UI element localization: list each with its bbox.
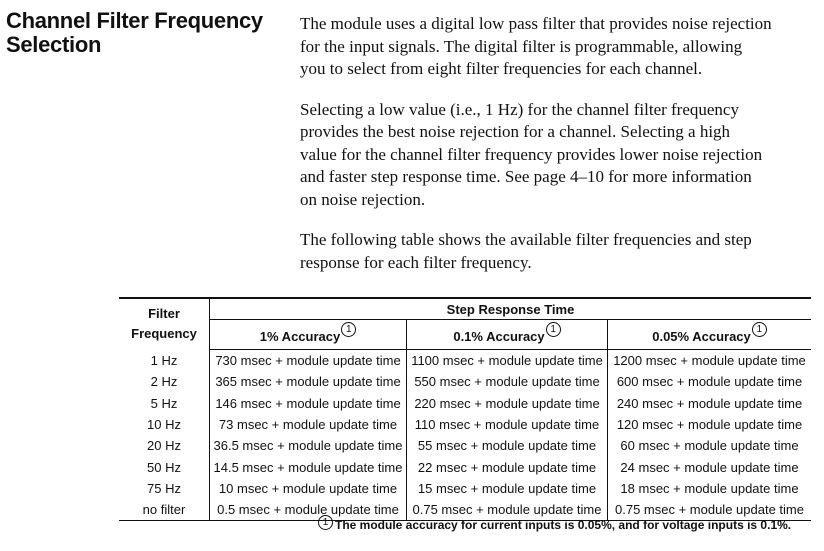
step-response-cell: 146 msec + module update time — [210, 393, 407, 414]
step-response-cell: 73 msec + module update time — [210, 414, 407, 435]
paragraph-noise-rejection: Selecting a low value (i.e., 1 Hz) for the channel filter frequency provides the best noise rejection for a channel. Selecting a high value for the channel filter frequency provides lower noise rejection and faster step response time. See page 4–10 for more information on noise rejection. — [300, 99, 763, 209]
step-response-cell: 1200 msec + module update time — [613, 353, 806, 369]
step-response-cell: 1100 msec + module update time — [407, 350, 608, 372]
filter-frequency-cell: 5 Hz — [119, 393, 210, 414]
step-response-time-header: Step Response Time — [210, 298, 812, 320]
step-response-cell: 24 msec + module update time — [620, 459, 799, 475]
table-row — [119, 350, 811, 372]
filter-frequency-header: Filter Frequency — [119, 298, 210, 350]
step-response-cell: 730 msec + module update time — [210, 350, 407, 372]
step-response-cell: 240 msec + module update time — [616, 395, 803, 411]
table-row — [119, 456, 811, 477]
step-response-cell: 15 msec + module update time — [407, 478, 608, 499]
step-response-cell: 365 msec + module update time — [210, 371, 407, 392]
filter-frequency-cell: 2 Hz — [119, 371, 210, 392]
accuracy-1-label: 1% Accuracy — [259, 329, 341, 344]
accuracy-1-header — [210, 320, 407, 350]
step-response-cell: 18 msec + module update time — [620, 480, 799, 496]
footnote-mark: 1 — [752, 322, 767, 337]
table-row — [119, 371, 811, 392]
accuracy-0-1-label: 0.1% Accuracy — [453, 329, 545, 344]
step-response-cell: 0.75 msec + module update time — [608, 499, 812, 521]
step-response-cell: 10 msec + module update time — [210, 478, 407, 499]
step-response-cell: 36.5 msec + module update time — [210, 435, 407, 456]
step-response-cell: 220 msec + module update time — [407, 393, 608, 414]
step-response-cell: 60 msec + module update time — [620, 438, 799, 454]
section-heading — [6, 9, 276, 57]
step-response-cell: 550 msec + module update time — [407, 371, 608, 392]
accuracy-0-05-header — [608, 320, 812, 350]
step-response-cell: 55 msec + module update time — [407, 435, 608, 456]
step-response-table — [119, 297, 811, 521]
section-heading-line1: Channel Filter Frequency — [6, 8, 263, 33]
paragraph-filter-intro: The module uses a digital low pass filter that provides noise rejection for the input signals. The digital filter is programmable, allowing you to select from eight filter frequencies for each channel. — [300, 14, 772, 78]
table-row — [119, 393, 811, 414]
filter-frequency-cell: 1 Hz — [119, 350, 210, 372]
step-response-cell: 0.5 msec + module update time — [210, 499, 407, 521]
body-text — [300, 13, 820, 292]
filter-frequency-cell: 75 Hz — [119, 478, 210, 499]
filter-frequency-cell: 50 Hz — [119, 456, 210, 477]
step-response-cell: 22 msec + module update time — [407, 456, 608, 477]
footnote-mark: 1 — [546, 322, 561, 337]
footnote — [318, 518, 791, 534]
step-response-cell: 0.75 msec + module update time — [407, 499, 608, 521]
table-body — [119, 350, 811, 521]
footnote-mark: 1 — [318, 515, 333, 530]
step-response-cell: 110 msec + module update time — [407, 414, 608, 435]
step-response-cell: 14.5 msec + module update time — [210, 456, 407, 477]
accuracy-0-05-label: 0.05% Accuracy — [652, 329, 751, 344]
step-response-cell: 600 msec + module update time — [616, 374, 803, 390]
footnote-text: The module accuracy for current inputs is 0.05%, and for voltage inputs is 0.1%. — [335, 518, 792, 532]
filter-frequency-cell: no filter — [119, 499, 210, 521]
step-response-cell: 120 msec + module update time — [616, 417, 803, 433]
accuracy-0-1-header — [407, 320, 608, 350]
table-row — [119, 414, 811, 435]
footnote-mark: 1 — [341, 322, 356, 337]
paragraph-table-intro: The following table shows the available filter frequencies and step response for each filter frequency. — [300, 230, 752, 272]
table-row — [119, 435, 811, 456]
filter-frequency-cell: 10 Hz — [119, 414, 210, 435]
section-heading-line2: Selection — [6, 32, 102, 57]
table-row — [119, 478, 811, 499]
filter-frequency-cell: 20 Hz — [119, 435, 210, 456]
